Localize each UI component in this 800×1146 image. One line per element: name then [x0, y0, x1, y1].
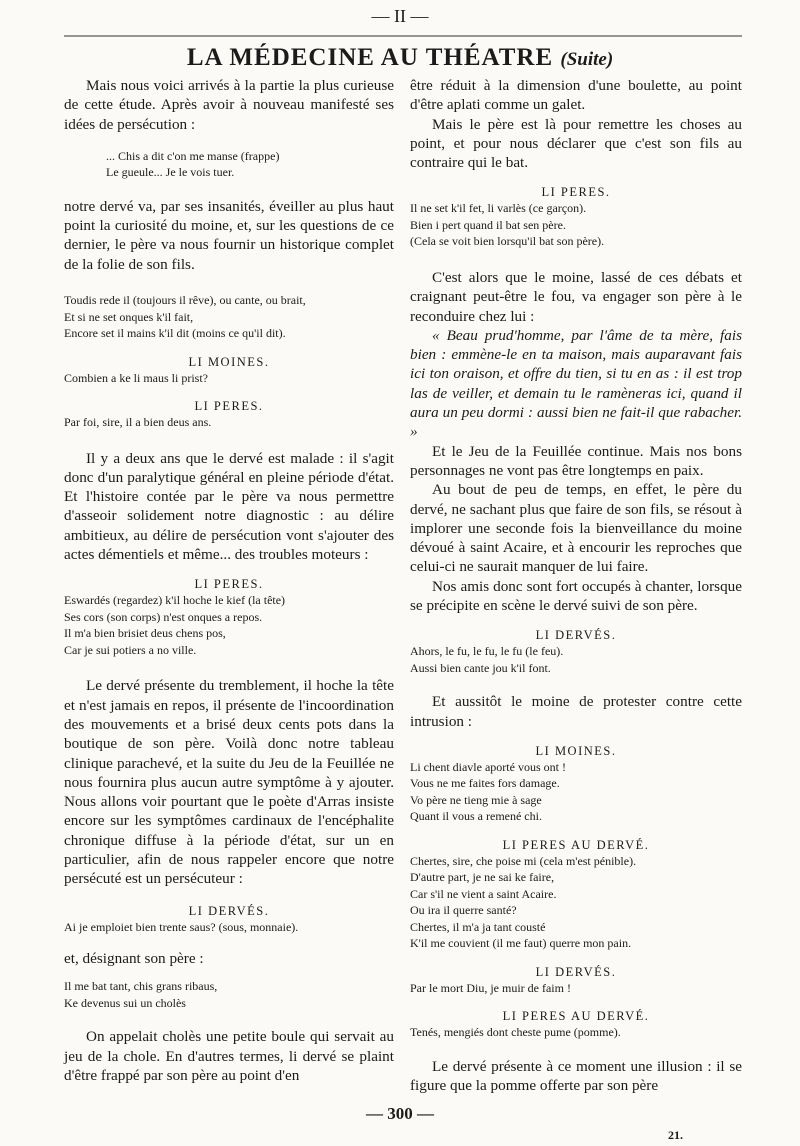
paragraph: et, désignant son père : [64, 950, 204, 968]
title-suffix: (Suite) [560, 49, 614, 70]
speaker-heading: LI PERES AU DERVÉ. [502, 1009, 650, 1024]
paragraph: C'est alors que le moine, lassé de ces débats et craignant peut-être le fou, va engager son père à le reconduire chez lui : [410, 268, 742, 325]
verse-line: D'autre part, je ne sai ke faire, [410, 870, 555, 885]
verse-block [64, 592, 394, 658]
verse-line: Vous ne me faites fors damage. [410, 776, 560, 791]
verse-block [410, 1024, 742, 1041]
verse-line: ... Chis a dit c'on me manse (frappe) [106, 148, 280, 163]
paragraph: Et le Jeu de la Feuillée continue. Mais nos bons personnages ne vont pas être longtemps en paix. [410, 442, 742, 479]
verse-line: Ai je emploiet bien trente saus? (sous, monnaie). [64, 919, 299, 934]
verse-line: Car s'il ne vient a saint Acaire. [410, 886, 557, 901]
quotation: « Beau prud'homme, par l'âme de ta mère, fais bien : emmène-le en ta maison, mais auparavant fais ici ton oraison, et offre du tien, si tu en as : il est trop las de veiller, et demain tu le ramèneras ici, quand il aura un peu dormi : aussi bien ne fait-il que rabacher. » [410, 326, 742, 441]
speaker-heading: LI PERES AU DERVÉ. [502, 837, 650, 852]
speaker-heading: LI DERVÉS. [188, 903, 270, 918]
verse-line: Encore set il mains k'il dit (moins ce qu'il dit). [64, 326, 286, 341]
verse-line: Il m'a bien brisiet deus chens pos, [64, 626, 226, 641]
article-title [0, 44, 800, 72]
left-column [64, 76, 394, 1085]
top-page-number: — II — [371, 6, 429, 26]
verse-block [64, 370, 394, 387]
verse-line: Aussi bien cante jou k'il font. [410, 660, 551, 675]
verse-block [410, 980, 742, 997]
verse-line: Bien i pert quand il bat sen père. [410, 217, 566, 232]
speaker-heading: LI MOINES. [188, 354, 270, 369]
verse-block [64, 148, 394, 181]
paragraph: Au bout de peu de temps, en effet, le père du dervé, ne sachant plus que faire de son fils, se résout à implorer une seconde fois la bienveillance du moine dévoué à saint Acaire, et à encourir les reproches que celui-ci ne saurait manquer de lui faire. [410, 481, 742, 576]
paragraph: Et aussitôt le moine de protester contre cette intrusion : [410, 693, 742, 730]
paragraph: Mais le père est là pour remettre les choses au point, et pour nous déclarer que c'est son fils au contraire qui le bat. [410, 115, 742, 172]
verse-line: Il ne set k'il fet, li varlès (ce garçon). [410, 201, 587, 216]
verse-line: Toudis rede il (toujours il rêve), ou cante, ou brait, [64, 293, 306, 308]
verse-block [410, 759, 742, 825]
verse-line: Eswardés (regardez) k'il hoche le kief (la tête) [64, 593, 286, 608]
verse-line: (Cela se voit bien lorsqu'il bat son père). [410, 234, 605, 249]
title-text: LA MÉDECINE AU THÉATRE [186, 44, 554, 71]
paragraph: Mais nous voici arrivés à la partie la plus curieuse de cette étude. Après avoir à nouveau manifesté ses idées de persécution : [64, 77, 394, 133]
paragraph: notre dervé va, par ses insanités, éveiller au plus haut point la curiosité du moine, et, sur les questions de ce dernier, le père va nous fournir un historique complet de la folie de son fils. [64, 197, 394, 273]
verse-block [410, 853, 742, 952]
speaker-heading: LI DERVÉS. [535, 964, 617, 979]
paragraph: Le dervé présente à ce moment une illusion : il se figure que la pomme offerte par son père [410, 1057, 742, 1095]
verse-line: Ses cors (son corps) n'est onques a repos. [64, 609, 263, 624]
verse-line: Quant il vous a remené chi. [410, 809, 542, 824]
verse-line: Ke devenus sui un cholès [64, 995, 186, 1010]
right-column [410, 76, 742, 1096]
paragraph: Nos amis donc sont fort occupés à chanter, lorsque se précipite en scène le dervé suivi de son père. [410, 577, 742, 615]
verse-line: Combien a ke li maus li prist? [64, 370, 208, 385]
verse-line: Par foi, sire, il a bien deus ans. [64, 415, 212, 430]
verse-line: K'il me couvient (il me faut) querre mon pain. [410, 936, 632, 951]
verse-line: Car je sui potiers a no ville. [64, 642, 197, 657]
verse-line: Vo père ne tieng mie à sage [410, 792, 542, 807]
speaker-heading: LI DERVÉS. [535, 628, 617, 643]
verse-block [64, 978, 394, 1011]
verse-line: Et si ne set onques k'il fait, [64, 309, 194, 324]
signature-mark: 21. [668, 1128, 683, 1142]
paragraph: Il y a deux ans que le dervé est malade : il s'agit donc d'un paralytique général en pleine période d'état. Et l'histoire contée par le père va nous permettre d'asseoir solidement notre diagnostic : au délire ambitieux, au délire de persécution vont s'ajouter des actes démentiels et même... des troubles moteurs : [64, 449, 394, 564]
verse-block [64, 292, 394, 342]
paragraph: être réduit à la dimension d'une boulette, au point d'être aplati comme un galet. [410, 77, 742, 114]
verse-line: Par le mort Diu, je muir de faim ! [410, 980, 571, 995]
verse-block [64, 919, 394, 936]
verse-line: Li chent diavle aporté vous ont ! [410, 759, 566, 774]
verse-block [410, 643, 742, 676]
verse-line: Il me bat tant, chis grans ribaus, [64, 979, 218, 994]
speaker-heading: LI PERES. [194, 577, 264, 592]
bottom-page-number: — 300 — [366, 1104, 434, 1123]
verse-block [410, 200, 742, 250]
verse-line: Le gueule... Je le vois tuer. [106, 165, 235, 180]
speaker-heading: LI MOINES. [535, 743, 617, 758]
speaker-heading: LI PERES. [541, 185, 611, 200]
verse-line: Chertes, il m'a ja tant cousté [410, 919, 546, 934]
verse-line: Ahors, le fu, le fu, le fu (le feu). [410, 644, 564, 659]
paragraph: Le dervé présente du tremblement, il hoche la tête et n'est jamais en repos, il présente de l'incoordination des mouvements et a brisé deux cents pots dans la boutique de son père. Voilà donc notre tableau clinique parachevé, et la suite du Jeu de la Feuillée ne nous fournira plus aucun autre symptôme à y ajouter. Nous allons voir pourtant que le poète d'Arras insiste encore sur les symptômes cardinaux de l'encéphalite chronique diffuse à la période d'état, sur un en particulier, afin de nous rappeler encore que notre persécuté est un persécuteur : [64, 677, 394, 888]
verse-block [64, 414, 394, 431]
speaker-heading: LI PERES. [194, 399, 264, 414]
verse-line: Ou ira il querre santé? [410, 903, 517, 918]
verse-line: Tenés, mengiés dont cheste pume (pomme). [410, 1025, 621, 1040]
paragraph: On appelait cholès une petite boule qui servait au jeu de la chole. En d'autres termes, li dervé se plaint d'être frappé par son père au point d'en [64, 1028, 394, 1085]
verse-line: Chertes, sire, che poise mi (cela m'est pénible). [410, 853, 637, 868]
